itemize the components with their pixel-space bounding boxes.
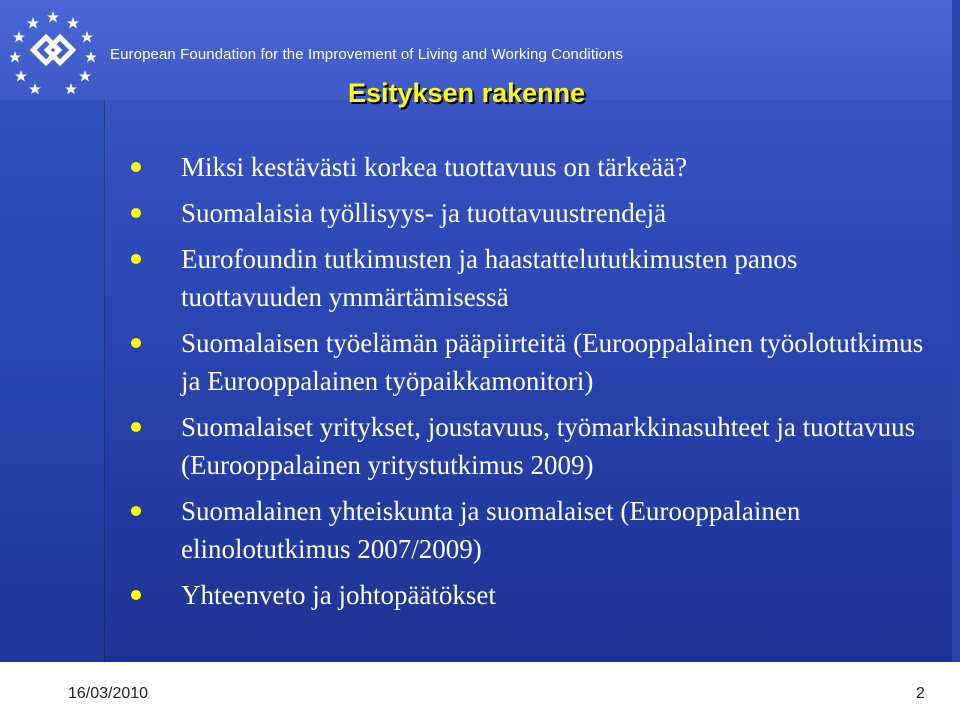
list-item <box>135 240 935 316</box>
bullet-text: Miksi kestävästi korkea tuottavuus on tärkeää? <box>181 152 688 182</box>
footer-date: 16/03/2010 <box>68 685 149 702</box>
right-edge <box>952 0 960 662</box>
left-strip <box>0 100 105 662</box>
bullet-dot-icon <box>131 162 141 172</box>
list-item <box>135 194 935 232</box>
bullet-list <box>135 148 935 622</box>
bullet-text: Suomalainen yhteiskunta ja suomalaiset (Eurooppalainen elinolotutkimus 2007/2009) <box>181 496 801 564</box>
bullet-dot-icon <box>131 590 141 600</box>
bullet-text: Suomalaiset yritykset, joustavuus, työmarkkinasuhteet ja tuottavuus (Eurooppalainen yritystutkimus 2009) <box>181 412 916 480</box>
bullet-dot-icon <box>131 506 141 516</box>
page-number: 2 <box>916 685 925 702</box>
bullet-dot-icon <box>131 208 141 218</box>
bullet-text: Yhteenveto ja johtopäätökset <box>181 580 496 610</box>
bullet-dot-icon <box>131 338 141 348</box>
bullet-dot-icon <box>131 254 141 264</box>
list-item <box>135 408 935 484</box>
list-item <box>135 492 935 568</box>
bullet-text: Eurofoundin tutkimusten ja haastattelututkimusten panos tuottavuuden ymmärtämisessä <box>181 244 798 312</box>
list-item <box>135 148 935 186</box>
bullet-dot-icon <box>131 422 141 432</box>
list-item <box>135 324 935 400</box>
list-item <box>135 576 935 614</box>
organization-name: European Foundation for the Improvement of Living and Working Conditions <box>110 46 624 63</box>
slide-title: Esityksen rakenne <box>348 78 586 108</box>
eurofound-logo-icon <box>10 8 96 94</box>
bullet-text: Suomalaisia työllisyys- ja tuottavuustrendejä <box>181 198 667 228</box>
bullet-text: Suomalaisen työelämän pääpiirteitä (Eurooppalainen työolotutkimus ja Eurooppalainen työpaikkamonitori) <box>181 328 924 396</box>
